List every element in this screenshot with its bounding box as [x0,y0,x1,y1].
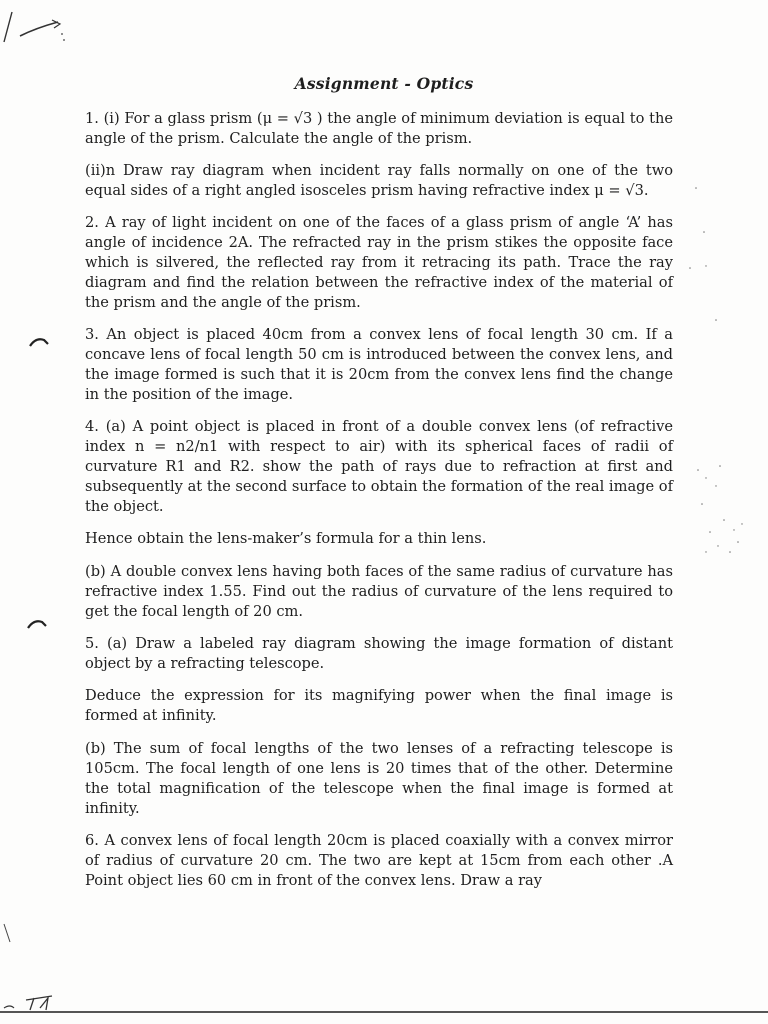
margin-hook-mark-1 [28,334,52,350]
question-4-lens-maker: Hence obtain the lens-maker’s formula for a thin lens. [85,530,487,547]
question-5a: 5. (a) Draw a labeled ray diagram showing the image formation of distant object by a refracting telescope. [85,635,673,672]
margin-tick-mark [0,920,20,950]
question-5b: (b) The sum of focal lengths of the two lenses of a refracting telescope is 105cm. The focal length of one lens is 20 times that of the other. Determine the total magnification of the telescope when the final image is formed at infinity. [85,740,673,817]
question-4a: 4. (a) A point object is placed in front of a double convex lens (of refractive index n = n2/n1 with respect to air) with its spherical faces of radii of curvature R1 and R2. show the path of rays due to refraction at first and subsequently at the second surface to obtain the formation of the real image of the object. [85,418,673,515]
scan-speckles [676,180,768,560]
question-1-ii: (ii)n Draw ray diagram when incident ray falls normally on one of the two equal sides of a right angled isosceles prism having refractive index μ = √3. [85,162,673,199]
question-6: 6. A convex lens of focal length 20cm is placed coaxially with a convex mirror of radius of curvature 20 cm. The two are kept at 15cm from each other .A Point object lies 60 cm in front of the convex lens. Draw a ray [85,832,673,889]
handwritten-scribble-mark [0,8,80,48]
question-1-i: 1. (i) For a glass prism (μ = √3 ) the angle of minimum deviation is equal to the angle of the prism. Calculate the angle of the prism. [85,110,673,147]
bottom-edge-rule [0,1011,768,1013]
page-title: Assignment - Optics [294,74,474,93]
margin-hook-mark-2 [26,616,50,632]
question-2: 2. A ray of light incident on one of the faces of a glass prism of angle ‘A’ has angle of incidence 2A. The refracted ray in the prism stikes the opposite face which is silvered, the reflected ray from it retracing its path. Trace the ray diagram and find the relation between the refractive index of the material of the prism and the angle of the prism. [85,214,673,311]
question-5-deduce: Deduce the expression for its magnifying power when the final image is formed at infinity. [85,687,673,724]
question-4b: (b) A double convex lens having both faces of the same radius of curvature has refractive index 1.55. Find out the radius of curvature of the lens required to get the focal length of 20 cm. [85,563,673,620]
question-3: 3. An object is placed 40cm from a convex lens of focal length 30 cm. If a concave lens of focal length 50 cm is introduced between the convex lens, and the image formed is such that it is 20cm from the convex lens find the change in the position of the image. [85,326,673,403]
